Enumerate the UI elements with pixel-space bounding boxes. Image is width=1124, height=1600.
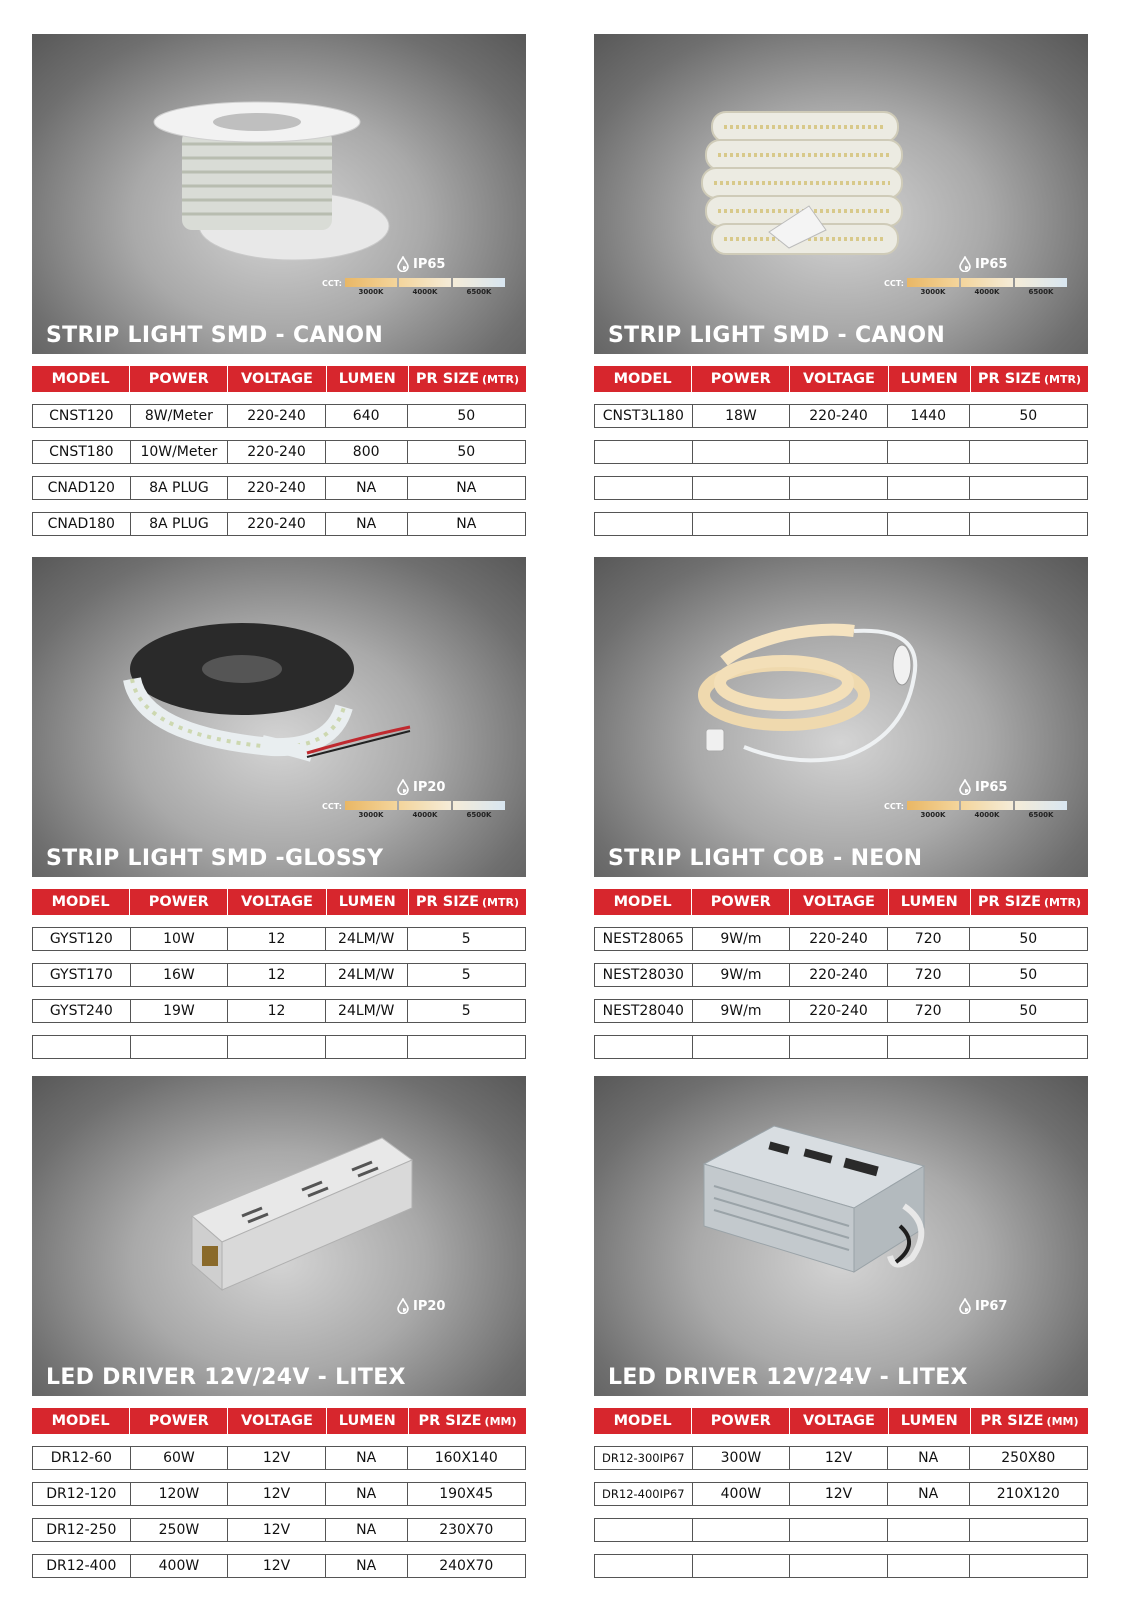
table-row xyxy=(32,1518,526,1542)
table-cell: 190X45 xyxy=(439,1486,494,1502)
table-cell: DR12-300IP67 xyxy=(595,1447,693,1469)
cct-value: 3000K xyxy=(358,811,384,819)
table-cell: 5 xyxy=(461,931,471,947)
table-cell xyxy=(888,1036,970,1058)
table-cell: 50 xyxy=(457,444,476,460)
cct-value: 3000K xyxy=(920,288,946,296)
table-cell: 18W xyxy=(693,405,791,427)
table-cell xyxy=(888,477,970,499)
table-cell xyxy=(970,1036,1088,1058)
header-model: MODEL xyxy=(32,889,130,915)
header-model: MODEL xyxy=(594,1408,692,1434)
table-cell: 220-240 xyxy=(790,928,888,950)
table-cell: GYST120 xyxy=(33,928,131,950)
header-size-label: PR SIZE xyxy=(415,894,480,910)
cct-warm-swatch xyxy=(345,278,397,287)
table-cell xyxy=(693,1036,791,1058)
table-cell: 50 xyxy=(1019,408,1038,424)
table-cell xyxy=(595,1519,693,1541)
water-drop-icon xyxy=(396,1298,410,1314)
cct-cool-swatch xyxy=(453,801,505,810)
table-cell: NA xyxy=(326,1447,408,1469)
table-header xyxy=(32,366,526,392)
table-cell: 220-240 xyxy=(228,405,326,427)
table-cell: NA xyxy=(326,1483,408,1505)
table-row xyxy=(32,1446,526,1470)
product-image-panel xyxy=(594,557,1088,877)
ip-rating xyxy=(396,779,445,795)
table-header xyxy=(594,889,1088,915)
waterproof-driver-image xyxy=(594,1076,1088,1396)
header-size xyxy=(971,889,1088,915)
header-power: POWER xyxy=(130,889,228,915)
table-cell: NA xyxy=(326,513,408,535)
table-cell xyxy=(228,1036,326,1058)
table-header xyxy=(594,366,1088,392)
table-cell: CNST120 xyxy=(33,405,131,427)
table-cell: 400W xyxy=(693,1483,791,1505)
product-card xyxy=(32,34,526,536)
table-row xyxy=(594,404,1088,428)
table-cell xyxy=(595,513,693,535)
table-cell xyxy=(888,441,970,463)
table-cell: NA xyxy=(888,1483,970,1505)
table-row xyxy=(594,963,1088,987)
table-row xyxy=(594,1482,1088,1506)
table-cell: 50 xyxy=(1019,967,1038,983)
table-cell xyxy=(888,1519,970,1541)
header-model: MODEL xyxy=(594,889,692,915)
led-driver-image xyxy=(32,1076,526,1396)
cct-value: 6500K xyxy=(1028,811,1054,819)
cct-value: 4000K xyxy=(412,811,438,819)
table-cell: 210X120 xyxy=(996,1486,1060,1502)
table-cell: 220-240 xyxy=(790,1000,888,1022)
table-cell: GYST170 xyxy=(33,964,131,986)
table-cell: 9W/m xyxy=(693,1000,791,1022)
header-lumen: LUMEN xyxy=(327,1408,409,1434)
table-cell: 19W xyxy=(131,1000,229,1022)
table-cell: NA xyxy=(326,1519,408,1541)
header-size-label: PR SIZE xyxy=(415,371,480,387)
ip-rating xyxy=(958,779,1007,795)
table-cell xyxy=(970,513,1088,535)
table-header xyxy=(32,889,526,915)
table-cell: 800 xyxy=(326,441,408,463)
product-card xyxy=(32,1076,526,1578)
table-cell: 8A PLUG xyxy=(131,477,229,499)
table-cell: 12 xyxy=(228,1000,326,1022)
table-cell: 220-240 xyxy=(228,477,326,499)
header-size-unit: (MM) xyxy=(1046,1414,1079,1428)
header-size xyxy=(971,366,1088,392)
table-cell: 50 xyxy=(1019,1003,1038,1019)
table-cell xyxy=(33,1036,131,1058)
product-title: STRIP LIGHT SMD - CANON xyxy=(46,323,384,348)
product-image-panel xyxy=(32,1076,526,1396)
table-row xyxy=(594,440,1088,464)
table-cell: 250X80 xyxy=(1001,1450,1056,1466)
table-cell: 640 xyxy=(326,405,408,427)
product-image-panel xyxy=(594,34,1088,354)
table-cell: 240X70 xyxy=(439,1558,494,1574)
cct-label: CCT: xyxy=(884,802,904,811)
header-model: MODEL xyxy=(594,366,692,392)
table-cell xyxy=(888,513,970,535)
cct-value: 6500K xyxy=(1028,288,1054,296)
cct-cool-swatch xyxy=(453,278,505,287)
header-voltage: VOLTAGE xyxy=(790,366,888,392)
table-row xyxy=(32,404,526,428)
cct-neutral-swatch xyxy=(961,801,1013,810)
cct-value: 3000K xyxy=(920,811,946,819)
table-cell xyxy=(595,1036,693,1058)
ip-rating xyxy=(396,1298,445,1314)
table-row xyxy=(594,999,1088,1023)
table-cell xyxy=(970,1555,1088,1577)
table-row xyxy=(32,512,526,536)
table-cell xyxy=(693,1519,791,1541)
table-cell: 16W xyxy=(131,964,229,986)
cct-scale xyxy=(322,278,505,296)
table-cell: DR12-400IP67 xyxy=(595,1483,693,1505)
table-cell xyxy=(790,1036,888,1058)
product-card xyxy=(594,557,1088,1059)
table-cell: 300W xyxy=(693,1447,791,1469)
table-cell: 8A PLUG xyxy=(131,513,229,535)
table-cell xyxy=(326,1036,408,1058)
ip-rating xyxy=(958,256,1007,272)
header-model: MODEL xyxy=(32,366,130,392)
table-row xyxy=(32,476,526,500)
header-voltage: VOLTAGE xyxy=(790,1408,888,1434)
cct-cool-swatch xyxy=(1015,278,1067,287)
header-power: POWER xyxy=(130,366,228,392)
table-cell xyxy=(131,1036,229,1058)
table-cell: 50 xyxy=(457,408,476,424)
table-cell: 9W/m xyxy=(693,964,791,986)
table-cell: 24LM/W xyxy=(326,964,408,986)
table-row xyxy=(594,927,1088,951)
table-cell: CNAD120 xyxy=(33,477,131,499)
cct-label: CCT: xyxy=(322,279,342,288)
table-cell: 60W xyxy=(131,1447,229,1469)
cct-value: 6500K xyxy=(466,811,492,819)
table-cell: 720 xyxy=(888,1000,970,1022)
table-cell: 720 xyxy=(888,964,970,986)
table-cell xyxy=(970,1519,1088,1541)
header-size-unit: (MM) xyxy=(484,1414,517,1428)
table-cell xyxy=(888,1555,970,1577)
table-cell: 12V xyxy=(228,1519,326,1541)
table-header xyxy=(594,1408,1088,1434)
table-row xyxy=(32,1482,526,1506)
table-row xyxy=(32,999,526,1023)
table-cell: GYST240 xyxy=(33,1000,131,1022)
table-cell xyxy=(790,477,888,499)
header-voltage: VOLTAGE xyxy=(228,889,326,915)
header-size xyxy=(409,1408,526,1434)
table-row xyxy=(594,1554,1088,1578)
table-cell: DR12-400 xyxy=(33,1555,131,1577)
table-cell: NEST28030 xyxy=(595,964,693,986)
table-cell: 400W xyxy=(131,1555,229,1577)
table-cell: 160X140 xyxy=(434,1450,498,1466)
table-cell: NA xyxy=(456,516,477,532)
cct-warm-swatch xyxy=(345,801,397,810)
table-cell: 12V xyxy=(228,1483,326,1505)
cct-scale xyxy=(322,801,505,819)
table-cell: 12V xyxy=(228,1447,326,1469)
table-row xyxy=(594,1035,1088,1059)
table-cell: 8W/Meter xyxy=(131,405,229,427)
cct-scale xyxy=(884,278,1067,296)
table-cell: NA xyxy=(326,477,408,499)
ip-rating-text: IP65 xyxy=(413,256,446,272)
header-voltage: VOLTAGE xyxy=(228,1408,326,1434)
table-cell: 5 xyxy=(461,1003,471,1019)
strip-glossy-reel-image xyxy=(32,557,526,877)
water-drop-icon xyxy=(396,256,410,272)
header-size-unit: (MTR) xyxy=(482,372,520,386)
header-power: POWER xyxy=(692,366,790,392)
table-cell xyxy=(970,441,1088,463)
product-card xyxy=(594,1076,1088,1578)
table-cell xyxy=(595,441,693,463)
product-card xyxy=(594,34,1088,536)
header-model: MODEL xyxy=(32,1408,130,1434)
header-size-unit: (MTR) xyxy=(482,895,520,909)
water-drop-icon xyxy=(958,1298,972,1314)
table-cell xyxy=(790,1555,888,1577)
table-cell xyxy=(790,441,888,463)
table-row xyxy=(594,476,1088,500)
water-drop-icon xyxy=(396,779,410,795)
product-card xyxy=(32,557,526,1059)
water-drop-icon xyxy=(958,779,972,795)
table-cell: 250W xyxy=(131,1519,229,1541)
table-cell xyxy=(790,1519,888,1541)
product-title: LED DRIVER 12V/24V - LITEX xyxy=(46,1365,406,1390)
header-voltage: VOLTAGE xyxy=(228,366,326,392)
product-title: STRIP LIGHT COB - NEON xyxy=(608,846,923,871)
table-cell xyxy=(693,513,791,535)
table-cell xyxy=(693,1555,791,1577)
header-size-label: PR SIZE xyxy=(977,894,1042,910)
product-title: STRIP LIGHT SMD - CANON xyxy=(608,323,946,348)
header-voltage: VOLTAGE xyxy=(790,889,888,915)
header-size xyxy=(409,889,526,915)
header-size xyxy=(971,1408,1088,1434)
table-cell: NA xyxy=(888,1447,970,1469)
water-drop-icon xyxy=(958,256,972,272)
cct-value: 4000K xyxy=(974,288,1000,296)
table-cell xyxy=(693,441,791,463)
product-title: LED DRIVER 12V/24V - LITEX xyxy=(608,1365,968,1390)
table-row xyxy=(32,1035,526,1059)
table-cell: 5 xyxy=(461,967,471,983)
table-cell: NA xyxy=(326,1555,408,1577)
table-row xyxy=(594,1446,1088,1470)
table-cell: 12 xyxy=(228,964,326,986)
cct-neutral-swatch xyxy=(399,801,451,810)
neon-cob-image xyxy=(594,557,1088,877)
header-lumen: LUMEN xyxy=(327,366,409,392)
cct-value: 4000K xyxy=(412,288,438,296)
ip-rating-text: IP65 xyxy=(975,256,1008,272)
table-cell: 220-240 xyxy=(228,441,326,463)
table-cell xyxy=(970,477,1088,499)
header-power: POWER xyxy=(130,1408,228,1434)
table-cell xyxy=(595,477,693,499)
table-cell: NA xyxy=(456,480,477,496)
ip-rating-text: IP65 xyxy=(975,779,1008,795)
cct-warm-swatch xyxy=(907,801,959,810)
product-image-panel xyxy=(32,34,526,354)
product-image-panel xyxy=(32,557,526,877)
strip-reel-image xyxy=(32,34,526,354)
table-cell: 12V xyxy=(228,1555,326,1577)
table-cell: NEST28040 xyxy=(595,1000,693,1022)
cct-value: 6500K xyxy=(466,288,492,296)
header-lumen: LUMEN xyxy=(889,889,971,915)
table-row xyxy=(594,1518,1088,1542)
table-cell: 50 xyxy=(1019,931,1038,947)
header-lumen: LUMEN xyxy=(889,366,971,392)
cct-cool-swatch xyxy=(1015,801,1067,810)
cct-warm-swatch xyxy=(907,278,959,287)
ip-rating-text: IP67 xyxy=(975,1298,1008,1314)
table-cell: 9W/m xyxy=(693,928,791,950)
strip-coil-image xyxy=(594,34,1088,354)
header-size-unit: (MTR) xyxy=(1044,372,1082,386)
table-header xyxy=(32,1408,526,1434)
table-cell: CNAD180 xyxy=(33,513,131,535)
cct-value: 3000K xyxy=(358,288,384,296)
table-cell: 230X70 xyxy=(439,1522,494,1538)
header-power: POWER xyxy=(692,889,790,915)
header-power: POWER xyxy=(692,1408,790,1434)
cct-value: 4000K xyxy=(974,811,1000,819)
table-cell: 12V xyxy=(790,1447,888,1469)
header-size-unit: (MTR) xyxy=(1044,895,1082,909)
header-size-label: PR SIZE xyxy=(418,1413,482,1429)
table-row xyxy=(32,963,526,987)
ip-rating xyxy=(958,1298,1007,1314)
table-cell: CNST180 xyxy=(33,441,131,463)
header-lumen: LUMEN xyxy=(889,1408,971,1434)
table-cell: 10W xyxy=(131,928,229,950)
table-cell: 24LM/W xyxy=(326,1000,408,1022)
product-title: STRIP LIGHT SMD -GLOSSY xyxy=(46,846,384,871)
cct-neutral-swatch xyxy=(961,278,1013,287)
cct-label: CCT: xyxy=(322,802,342,811)
table-cell: DR12-60 xyxy=(33,1447,131,1469)
header-size xyxy=(409,366,526,392)
product-image-panel xyxy=(594,1076,1088,1396)
table-cell: 12 xyxy=(228,928,326,950)
header-size-label: PR SIZE xyxy=(980,1413,1044,1429)
table-row xyxy=(32,927,526,951)
table-cell: 24LM/W xyxy=(326,928,408,950)
table-row xyxy=(32,1554,526,1578)
table-cell xyxy=(790,513,888,535)
cct-scale xyxy=(884,801,1067,819)
table-cell: 720 xyxy=(888,928,970,950)
table-cell: DR12-250 xyxy=(33,1519,131,1541)
table-cell xyxy=(693,477,791,499)
table-cell: CNST3L180 xyxy=(595,405,693,427)
table-row xyxy=(32,440,526,464)
ip-rating xyxy=(396,256,445,272)
ip-rating-text: IP20 xyxy=(413,779,446,795)
table-row xyxy=(594,512,1088,536)
table-cell xyxy=(595,1555,693,1577)
table-cell: 1440 xyxy=(888,405,970,427)
header-lumen: LUMEN xyxy=(327,889,409,915)
table-cell: 220-240 xyxy=(790,964,888,986)
table-cell: 220-240 xyxy=(790,405,888,427)
cct-neutral-swatch xyxy=(399,278,451,287)
table-cell: NEST28065 xyxy=(595,928,693,950)
table-cell: DR12-120 xyxy=(33,1483,131,1505)
table-cell xyxy=(408,1036,526,1058)
table-cell: 220-240 xyxy=(228,513,326,535)
table-cell: 120W xyxy=(131,1483,229,1505)
ip-rating-text: IP20 xyxy=(413,1298,446,1314)
table-cell: 10W/Meter xyxy=(131,441,229,463)
header-size-label: PR SIZE xyxy=(977,371,1042,387)
cct-label: CCT: xyxy=(884,279,904,288)
table-cell: 12V xyxy=(790,1483,888,1505)
